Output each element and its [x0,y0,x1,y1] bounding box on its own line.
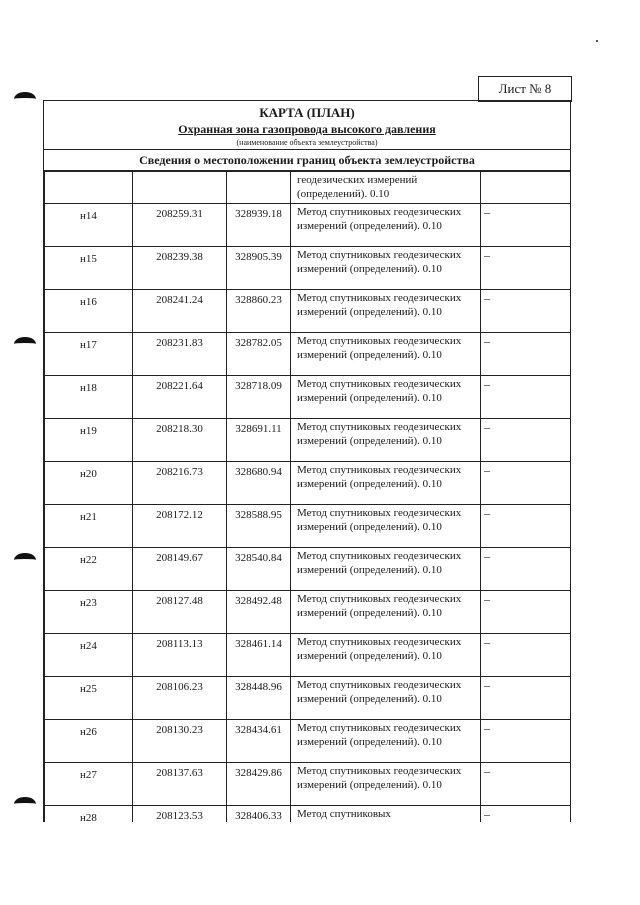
table-row [45,634,572,677]
table-row [45,376,572,419]
method-cell: Метод спутниковых геодезических измерений (определений). 0.10 [291,591,481,634]
section-heading: Сведения о местоположении границ объекта землеустройства [44,149,570,171]
table-row [45,677,572,720]
table-row [45,591,572,634]
coordinates-table-body [45,172,572,823]
method-cell: геодезических измерений (определений). 0.10 [291,172,481,204]
point-cell [45,172,133,204]
table-row [45,333,572,376]
y-cell: 328860.23 [227,290,291,333]
point-cell: н25 [45,677,133,720]
note-cell: – [481,591,572,634]
point-cell: н22 [45,548,133,591]
method-cell: Метод спутниковых геодезических измерений (определений). 0.10 [291,634,481,677]
method-cell: Метод спутниковых геодезических измерений (определений). 0.10 [291,462,481,505]
x-cell: 208221.64 [133,376,227,419]
point-cell: н15 [45,247,133,290]
table-row [45,290,572,333]
x-cell [133,172,227,204]
method-cell: Метод спутниковых геодезических измерений (определений). 0.10 [291,333,481,376]
scan-speck [596,40,598,42]
point-cell: н20 [45,462,133,505]
y-cell: 328905.39 [227,247,291,290]
note-cell [481,172,572,204]
point-cell: н24 [45,634,133,677]
note-cell: – [481,376,572,419]
method-cell: Метод спутниковых геодезических измерений (определений). 0.10 [291,247,481,290]
point-cell: н21 [45,505,133,548]
point-cell: н19 [45,419,133,462]
method-cell: Метод спутниковых геодезических измерений (определений). 0.10 [291,505,481,548]
x-cell: 208113.13 [133,634,227,677]
note-cell: – [481,677,572,720]
point-cell: н27 [45,763,133,806]
x-cell: 208106.23 [133,677,227,720]
y-cell: 328434.61 [227,720,291,763]
note-cell: – [481,333,572,376]
y-cell: 328429.86 [227,763,291,806]
method-cell: Метод спутниковых геодезических измерений (определений). 0.10 [291,419,481,462]
method-cell: Метод спутниковых геодезических измерений (определений). 0.10 [291,677,481,720]
table-row [45,247,572,290]
x-cell: 208130.23 [133,720,227,763]
note-cell: – [481,548,572,591]
y-cell [227,172,291,204]
object-name: Охранная зона газопровода высокого давления [178,122,436,136]
object-name-caption: (наименование объекта землеустройства) [236,138,378,147]
method-cell: Метод спутниковых геодезических измерений (определений). 0.10 [291,376,481,419]
table-row [45,204,572,247]
y-cell: 328540.84 [227,548,291,591]
point-cell: н18 [45,376,133,419]
table-row [45,419,572,462]
x-cell: 208239.38 [133,247,227,290]
table-row [45,806,572,823]
note-cell: – [481,806,572,823]
note-cell: – [481,763,572,806]
table-row-continued [45,172,572,204]
point-cell: н26 [45,720,133,763]
x-cell: 208137.63 [133,763,227,806]
note-cell: – [481,634,572,677]
method-cell: Метод спутниковых геодезических измерений (определений). 0.10 [291,720,481,763]
point-cell: н17 [45,333,133,376]
table-row [45,548,572,591]
method-cell: Метод спутниковых [291,806,481,823]
point-cell: н23 [45,591,133,634]
method-cell: Метод спутниковых геодезических измерений (определений). 0.10 [291,763,481,806]
y-cell: 328448.96 [227,677,291,720]
punch-hole-mark [14,553,36,567]
y-cell: 328939.18 [227,204,291,247]
table-row [45,763,572,806]
method-cell: Метод спутниковых геодезических измерений (определений). 0.10 [291,290,481,333]
y-cell: 328718.09 [227,376,291,419]
note-cell: – [481,247,572,290]
punch-hole-mark [14,337,36,351]
x-cell: 208259.31 [133,204,227,247]
point-cell: н14 [45,204,133,247]
y-cell: 328461.14 [227,634,291,677]
punch-hole-mark [14,797,36,811]
y-cell: 328406.33 [227,806,291,823]
y-cell: 328782.05 [227,333,291,376]
note-cell: – [481,720,572,763]
point-cell: н28 [45,806,133,823]
x-cell: 208149.67 [133,548,227,591]
table-row [45,505,572,548]
x-cell: 208216.73 [133,462,227,505]
point-cell: н16 [45,290,133,333]
method-cell: Метод спутниковых геодезических измерений (определений). 0.10 [291,548,481,591]
x-cell: 208123.53 [133,806,227,823]
x-cell: 208231.83 [133,333,227,376]
document-title: КАРТА (ПЛАН) [259,105,355,120]
x-cell: 208218.30 [133,419,227,462]
y-cell: 328492.48 [227,591,291,634]
x-cell: 208172.12 [133,505,227,548]
x-cell: 208241.24 [133,290,227,333]
y-cell: 328691.11 [227,419,291,462]
note-cell: – [481,505,572,548]
coordinates-table [44,171,571,822]
method-cell: Метод спутниковых геодезических измерений (определений). 0.10 [291,204,481,247]
y-cell: 328680.94 [227,462,291,505]
document-frame [43,100,571,822]
note-cell: – [481,419,572,462]
table-row [45,462,572,505]
note-cell: – [481,462,572,505]
note-cell: – [481,204,572,247]
table-row [45,720,572,763]
note-cell: – [481,290,572,333]
punch-hole-mark [14,92,36,106]
sheet-number-box: Лист № 8 [478,76,572,102]
x-cell: 208127.48 [133,591,227,634]
y-cell: 328588.95 [227,505,291,548]
